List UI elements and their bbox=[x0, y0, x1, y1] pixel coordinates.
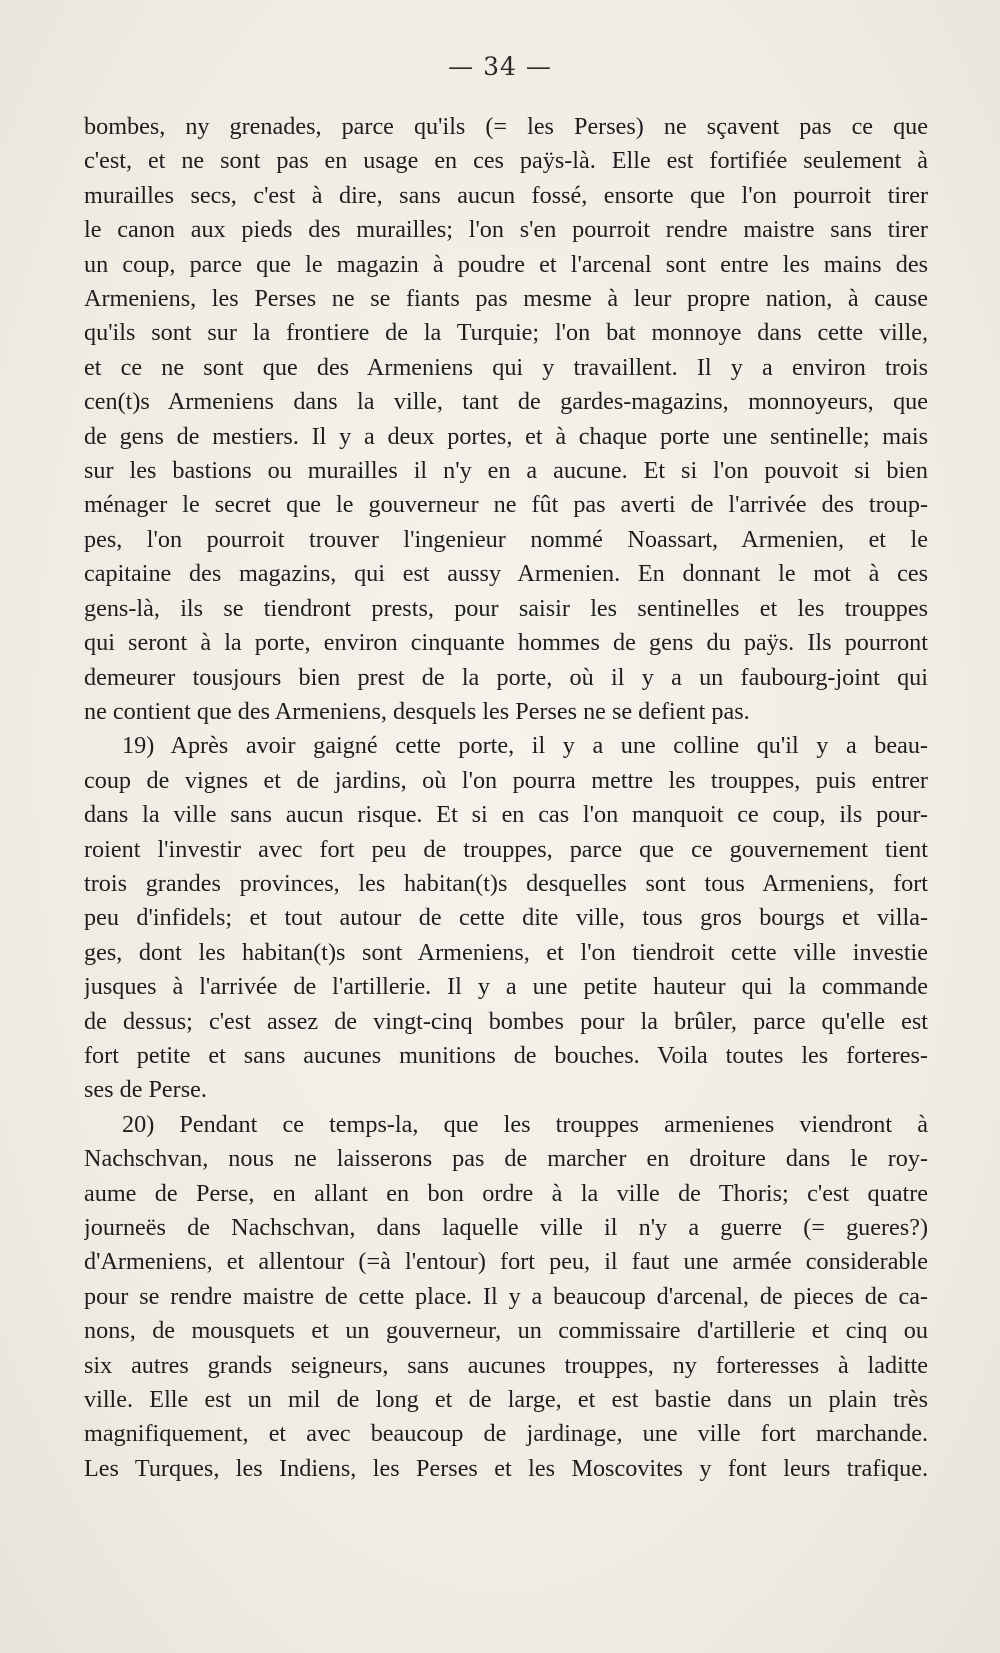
text-line: pour se rendre maistre de cette place. Il y a beaucoup d'arcenal, de pieces de ca- bbox=[84, 1282, 928, 1310]
text-line: un coup, parce que le magazin à poudre et l'arcenal sont entre les mains des bbox=[84, 250, 928, 278]
text-line: de gens de mestiers. Il y a deux portes, et à chaque porte une sentinelle; mais bbox=[84, 422, 928, 450]
body-text bbox=[84, 110, 928, 1486]
text-line: d'Armeniens, et allentour (=à l'entour) fort peu, il faut une armée considerable bbox=[84, 1248, 928, 1276]
text-line: ville. Elle est un mil de long et de large, et est bastie dans un plain très bbox=[84, 1386, 928, 1414]
text-line: c'est, et ne sont pas en usage en ces paÿs-là. Elle est fortifiée seulement à bbox=[84, 147, 928, 175]
text-line: jusques à l'arrivée de l'artillerie. Il y a une petite hauteur qui la commande bbox=[84, 973, 928, 1001]
text-line: de dessus; c'est assez de vingt-cinq bombes pour la brûler, parce qu'elle est bbox=[84, 1007, 928, 1035]
text-line: le canon aux pieds des murailles; l'on s'en pourroit rendre maistre sans tirer bbox=[84, 216, 928, 244]
text-line: qu'ils sont sur la frontiere de la Turquie; l'on bat monnoye dans cette ville, bbox=[84, 319, 928, 347]
text-line: demeurer tousjours bien prest de la porte, où il y a un faubourg-joint qui bbox=[84, 663, 928, 691]
text-line: qui seront à la porte, environ cinquante hommes de gens du paÿs. Ils pourront bbox=[84, 629, 928, 657]
text-line: ménager le secret que le gouverneur ne fût pas averti de l'arrivée des troup- bbox=[84, 491, 928, 519]
text-line: six autres grands seigneurs, sans aucunes trouppes, ny forteresses à laditte bbox=[84, 1351, 928, 1379]
text-line: capitaine des magazins, qui est aussy Armenien. En donnant le mot à ces bbox=[84, 560, 928, 588]
text-line: gens-là, ils se tiendront prests, pour saisir les sentinelles et les trouppes bbox=[84, 594, 928, 622]
text-line: journeës de Nachschvan, dans laquelle ville il n'y a guerre (= gueres?) bbox=[84, 1214, 928, 1241]
text-line: ne contient que des Armeniens, desquels les Perses ne se defient pas. bbox=[84, 697, 750, 725]
text-line: 20) Pendant ce temps-la, que les trouppes armenienes viendront à bbox=[122, 1110, 928, 1138]
text-line: dans la ville sans aucun risque. Et si en cas l'on manquoit ce coup, ils pour- bbox=[84, 801, 928, 829]
text-line: roient l'investir avec fort peu de trouppes, parce que ce gouvernement tient bbox=[84, 835, 928, 863]
text-line: Nachschvan, nous ne laisserons pas de marcher en droiture dans le roy- bbox=[84, 1145, 928, 1173]
text-line: Armeniens, les Perses ne se fiants pas mesme à leur propre nation, à cause bbox=[84, 285, 928, 313]
text-line: peu d'infidels; et tout autour de cette dite ville, tous gros bourgs et villa- bbox=[84, 904, 928, 932]
text-line: 19) Après avoir gaigné cette porte, il y a une colline qu'il y a beau- bbox=[122, 732, 928, 760]
text-line: ges, dont les habitan(t)s sont Armeniens, et l'on tiendroit cette ville investie bbox=[84, 938, 928, 966]
text-line: cen(t)s Armeniens dans la ville, tant de gardes-magazins, monnoyeurs, que bbox=[84, 388, 928, 416]
text-line: fort petite et sans aucunes munitions de bouches. Voila toutes les forteres- bbox=[84, 1041, 928, 1069]
text-line: murailles secs, c'est à dire, sans aucun fossé, ensorte que l'on pourroit tirer bbox=[84, 181, 928, 209]
text-line: trois grandes provinces, les habitan(t)s desquelles sont tous Armeniens, fort bbox=[84, 869, 928, 897]
text-line: et ce ne sont que des Armeniens qui y travaillent. Il y a environ trois bbox=[84, 353, 928, 381]
text-line: Les Turques, les Indiens, les Perses et les Moscovites y font leurs trafique. bbox=[84, 1454, 928, 1482]
text-line: sur les bastions ou murailles il n'y en a aucune. Et si l'on pouvoit si bien bbox=[84, 457, 928, 485]
text-line: bombes, ny grenades, parce qu'ils (= les Perses) ne sçavent pas ce que bbox=[84, 113, 928, 140]
text-line: pes, l'on pourroit trouver l'ingenieur nommé Noassart, Armenien, et le bbox=[84, 525, 928, 553]
text-line: ses de Perse. bbox=[84, 1076, 207, 1104]
text-line: aume de Perse, en allant en bon ordre à la ville de Thoris; c'est quatre bbox=[84, 1179, 928, 1207]
text-line: coup de vignes et de jardins, où l'on pourra mettre les trouppes, puis entrer bbox=[84, 766, 928, 794]
page-number: — 34 — bbox=[448, 52, 552, 81]
text-line: magnifiquement, et avec beaucoup de jardinage, une ville fort marchande. bbox=[84, 1420, 928, 1448]
text-line: nons, de mousquets et un gouverneur, un commissaire d'artillerie et cinq ou bbox=[84, 1317, 928, 1345]
